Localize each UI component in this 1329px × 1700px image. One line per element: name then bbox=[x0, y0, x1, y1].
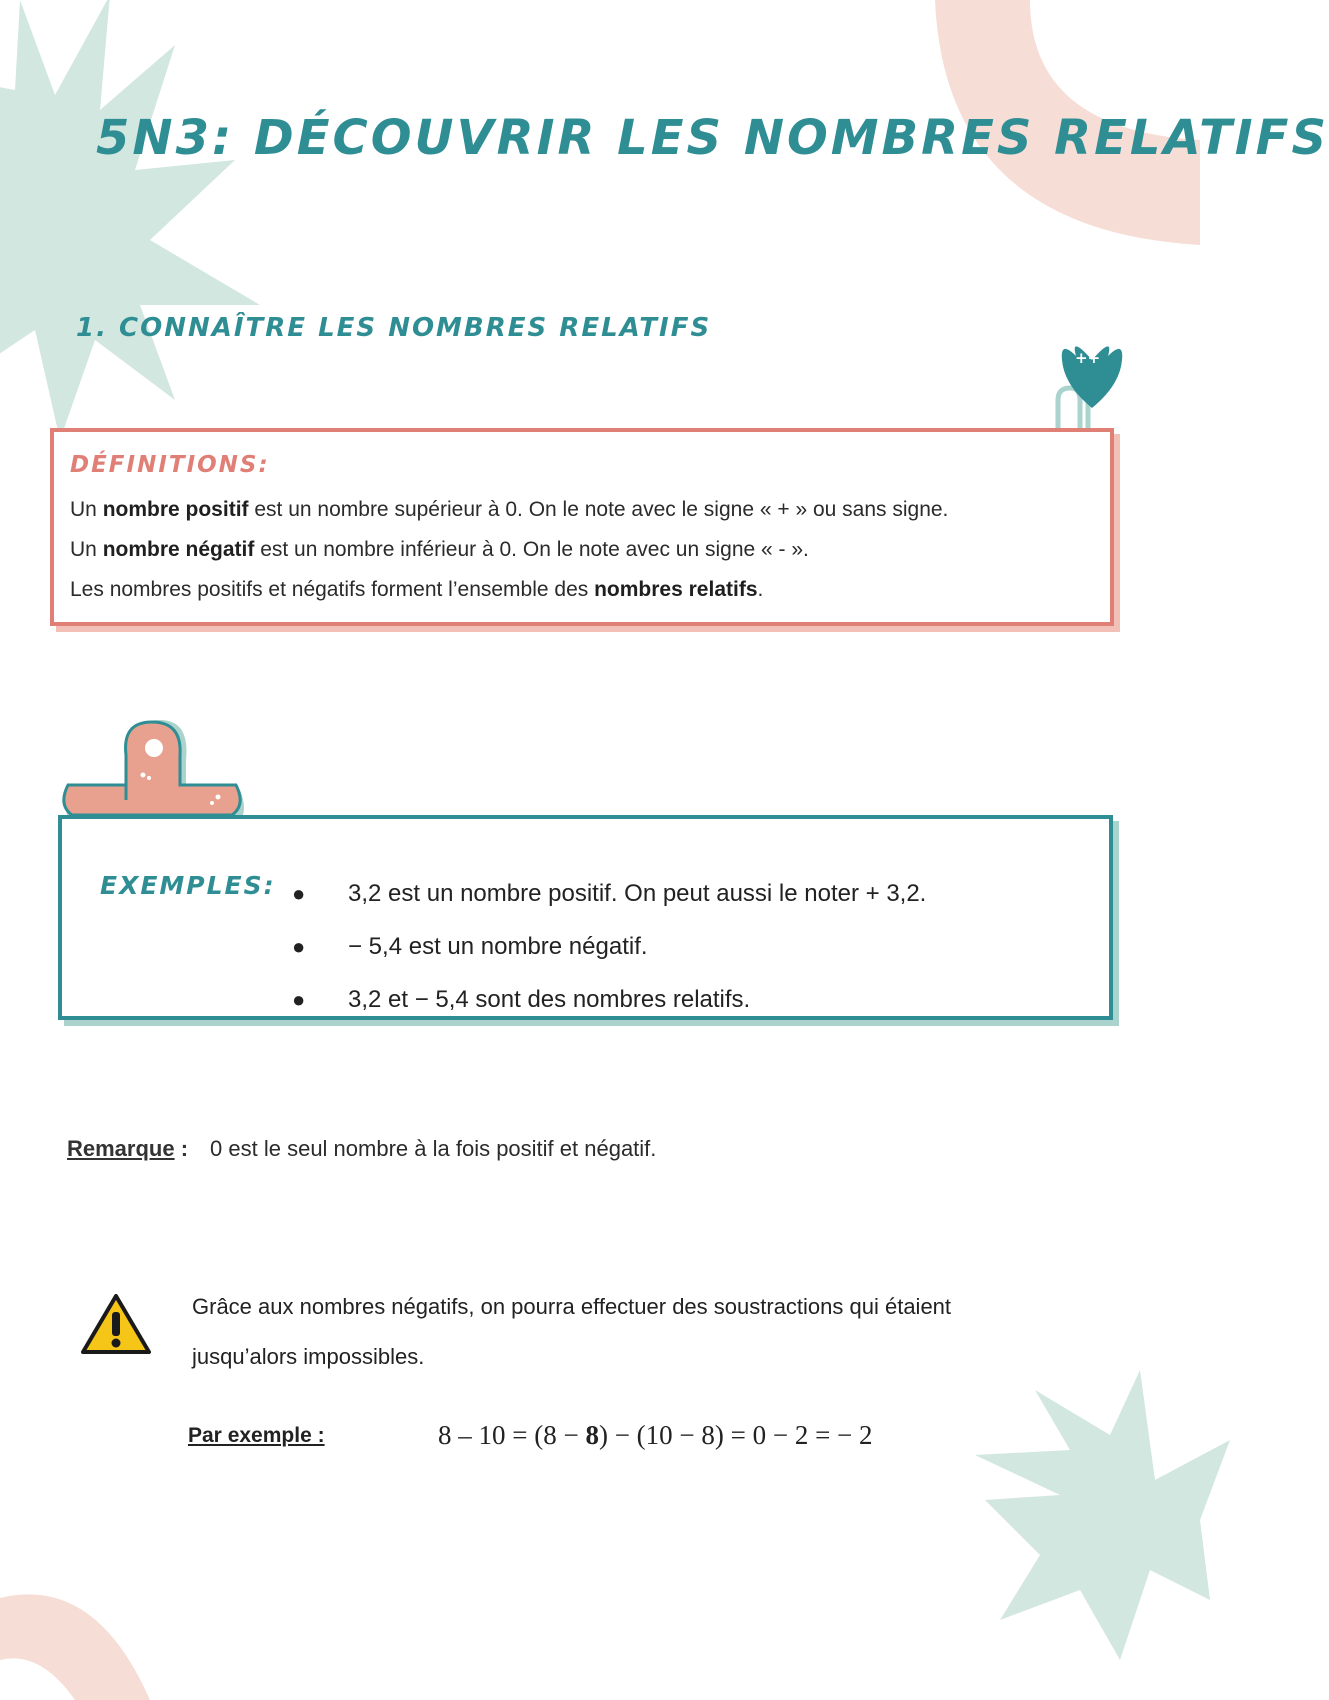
bullet-icon: ● bbox=[292, 987, 306, 1012]
definition-text: Un bbox=[70, 498, 103, 521]
example-item bbox=[292, 867, 926, 920]
page-title: 5N3: DÉCOUVRIR LES NOMBRES RELATIFS bbox=[96, 110, 1329, 166]
section-heading: 1. CONNAÎTRE LES NOMBRES RELATIFS bbox=[76, 313, 712, 343]
remark-label: Remarque bbox=[67, 1136, 175, 1161]
definition-term: nombres relatifs bbox=[594, 578, 758, 601]
definitions-box bbox=[50, 428, 1114, 626]
warning-line: jusqu’alors impossibles. bbox=[192, 1344, 425, 1369]
remark-colon: : bbox=[174, 1136, 189, 1161]
example-text: 3,2 est un nombre positif. On peut aussi le noter + 3,2. bbox=[348, 880, 927, 907]
remark bbox=[67, 1136, 656, 1162]
definition-text: Un bbox=[70, 538, 103, 561]
definition-relative bbox=[70, 570, 1094, 610]
warning-text bbox=[192, 1282, 1072, 1382]
examples-list bbox=[292, 867, 926, 1026]
definition-text: est un nombre supérieur à 0. On le note avec le signe « + » ou sans signe. bbox=[248, 498, 949, 521]
warning-line: Grâce aux nombres négatifs, on pourra effectuer des soustractions qui étaient bbox=[192, 1294, 952, 1319]
equation-part: ) − (10 − 8) = 0 − 2 = − 2 bbox=[598, 1420, 873, 1450]
equation-bold-part: 8 bbox=[585, 1420, 599, 1450]
example-label: Par exemple : bbox=[188, 1424, 325, 1447]
bullet-icon: ● bbox=[292, 934, 306, 959]
examples-heading: EXEMPLES: bbox=[100, 871, 276, 900]
definition-term: nombre positif bbox=[102, 498, 249, 521]
definition-negative bbox=[70, 530, 1094, 570]
subtraction-equation bbox=[438, 1420, 873, 1451]
remark-text: 0 est le seul nombre à la fois positif et négatif. bbox=[210, 1136, 657, 1161]
warning-triangle-icon bbox=[80, 1292, 152, 1356]
example-text: 3,2 et − 5,4 sont des nombres relatifs. bbox=[348, 986, 751, 1013]
definitions-heading: DÉFINITIONS: bbox=[70, 452, 270, 478]
examples-box bbox=[58, 815, 1113, 1020]
example-item bbox=[292, 973, 926, 1026]
definition-term: nombre négatif bbox=[102, 538, 255, 561]
definition-text: . bbox=[757, 578, 764, 601]
definition-text: Les nombres positifs et négatifs forment l’ensemble des bbox=[70, 578, 595, 601]
svg-text:++: ++ bbox=[1075, 349, 1101, 367]
bullet-icon: ● bbox=[292, 881, 306, 906]
definition-positive bbox=[70, 490, 1094, 530]
definition-text: est un nombre inférieur à 0. On le note avec un signe « - ». bbox=[254, 538, 809, 561]
example-text: − 5,4 est un nombre négatif. bbox=[348, 933, 648, 960]
equation-part: 8 – 10 = (8 − bbox=[438, 1420, 586, 1450]
example-item bbox=[292, 920, 926, 973]
